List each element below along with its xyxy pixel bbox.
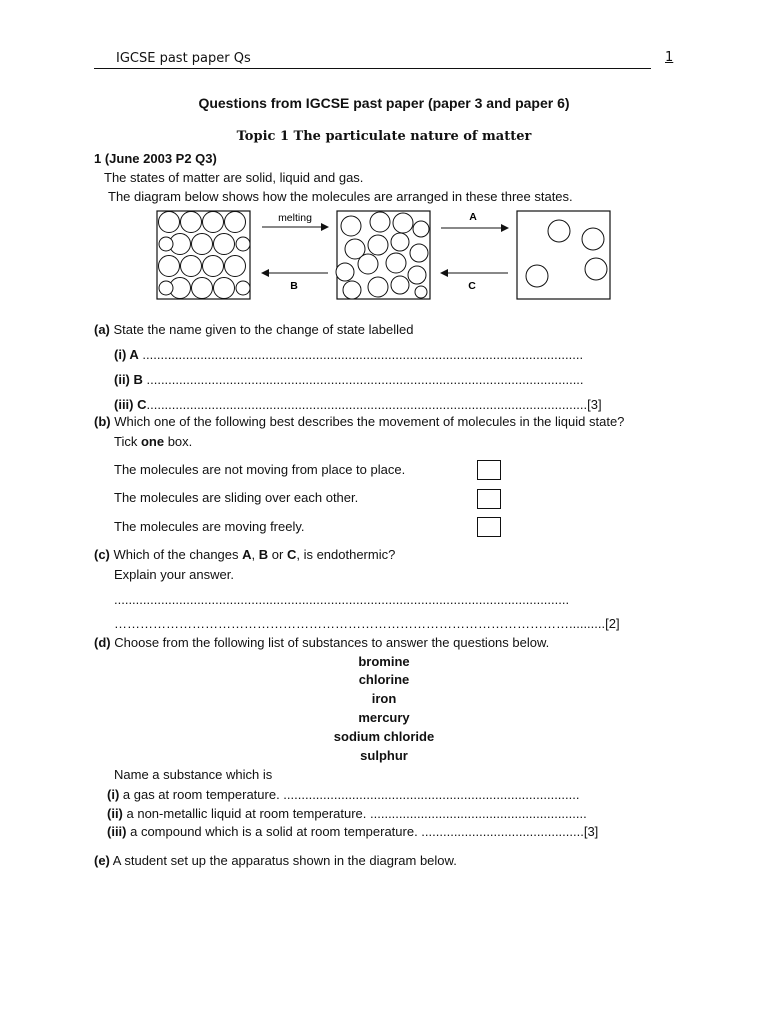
part-a-iii-line[interactable]: (iii) C..........................................................................................................................[3] — [114, 397, 602, 412]
part-a-i-line[interactable]: (i) A .......................................................................................................................... — [114, 347, 584, 362]
label-a: A — [469, 211, 477, 223]
option-3-label: The molecules are moving freely. — [114, 519, 305, 534]
header-rule — [94, 68, 651, 69]
header-title: IGCSE past paper Qs — [116, 51, 251, 66]
part-d-name-text: Name a substance which is — [114, 767, 273, 782]
part-e-text: (e) A student set up the apparatus shown in the diagram below. — [94, 853, 457, 868]
option-3-checkbox[interactable] — [477, 517, 501, 537]
question-id: 1 (June 2003 P2 Q3) — [94, 151, 217, 166]
part-c-answer-line-1[interactable]: .............................................................................................................................. — [114, 592, 570, 607]
intro-line-2: The diagram below shows how the molecules are arranged in these three states. — [108, 189, 573, 204]
option-2-checkbox[interactable] — [477, 489, 501, 509]
part-c-explain: Explain your answer. — [114, 567, 234, 582]
part-d-iii-line[interactable]: (iii) a compound which is a solid at room temperature. .............................................[3] — [107, 824, 599, 839]
intro-line-1: The states of matter are solid, liquid and gas. — [104, 170, 364, 185]
states-diagram — [150, 205, 620, 305]
part-a-ii-line[interactable]: (ii) B ......................................................................................................................... — [114, 372, 584, 387]
part-d-text: (d) Choose from the following list of substances to answer the questions below. — [94, 635, 550, 650]
liquid-box — [336, 211, 430, 299]
gas-box — [517, 211, 610, 299]
substance-bromine: bromine — [358, 654, 410, 669]
substance-sodium-chloride: sodium chloride — [333, 729, 435, 744]
part-a-text: (a) State the name given to the change of state labelled — [94, 322, 414, 337]
option-2-label: The molecules are sliding over each other. — [114, 490, 359, 505]
label-c: C — [468, 280, 476, 292]
option-1-checkbox[interactable] — [477, 460, 501, 480]
part-b-text: (b) Which one of the following best describes the movement of molecules in the liquid state? — [94, 414, 625, 429]
part-d-i-line[interactable]: (i) a gas at room temperature. .................................................................................. — [107, 787, 580, 802]
page-number: 1 — [665, 50, 674, 65]
substance-chlorine: chlorine — [358, 672, 410, 687]
label-melting: melting — [278, 212, 312, 224]
topic-heading: Topic 1 The particulate nature of matter — [236, 129, 532, 144]
part-d-ii-line[interactable]: (ii) a non-metallic liquid at room temperature. ............................................................ — [107, 806, 587, 821]
option-1-label: The molecules are not moving from place to place. — [114, 462, 406, 477]
page-title: Questions from IGCSE past paper (paper 3 and paper 6) — [198, 95, 570, 111]
solid-box — [157, 211, 250, 299]
substance-sulphur: sulphur — [360, 748, 408, 763]
part-b-tick-instruction: Tick one box. — [114, 434, 193, 449]
substance-mercury: mercury — [358, 710, 410, 725]
part-c-text: (c) Which of the changes A, B or C, is endothermic? — [94, 547, 396, 562]
part-c-answer-line-2[interactable]: ……………………………………………………………………………………………..........[2] — [114, 616, 620, 631]
substance-iron: iron — [371, 691, 397, 706]
label-b: B — [290, 280, 298, 292]
